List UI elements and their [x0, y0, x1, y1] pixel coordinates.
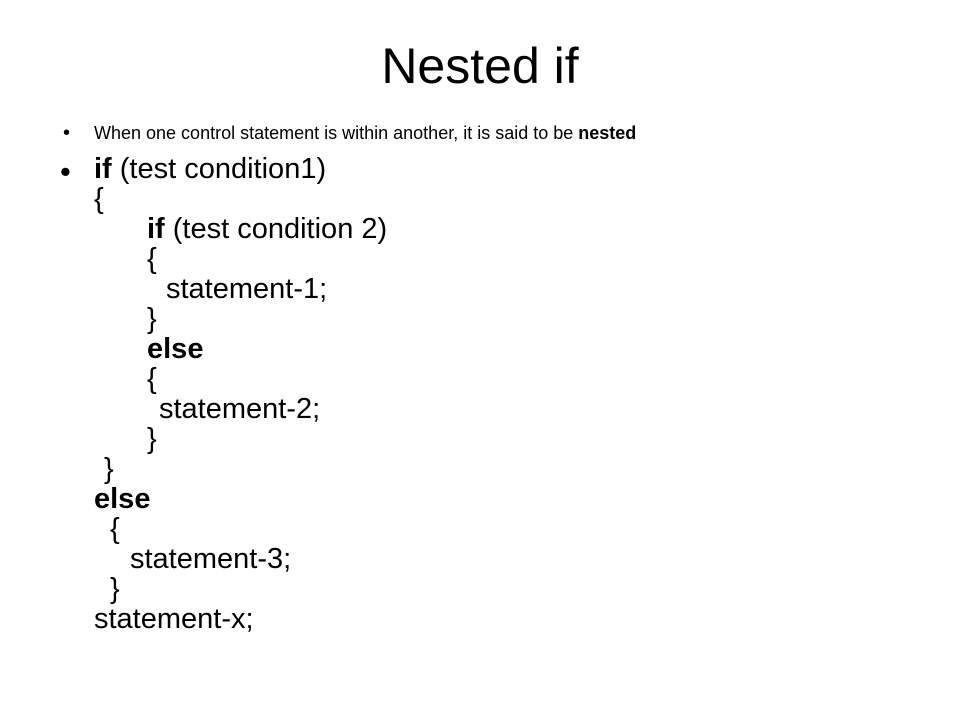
code-line-13: {	[110, 513, 120, 545]
code-line-8: {	[147, 363, 157, 395]
code-line-14: statement-3;	[130, 543, 292, 575]
code-text: (test condition 2)	[164, 213, 388, 245]
code-line-2: {	[94, 183, 104, 215]
code-line-4: {	[147, 243, 157, 275]
bullet-text-nested-definition	[94, 121, 636, 145]
code-line-1	[94, 154, 326, 184]
code-line-15: }	[110, 573, 120, 605]
bullet-text-plain: When one control statement is within another, it is said to be	[94, 123, 579, 143]
code-line-9: statement-2;	[159, 393, 321, 425]
bullet-text-bold: nested	[578, 123, 637, 143]
code-line-6: }	[147, 303, 157, 335]
keyword-if: if	[147, 213, 165, 245]
code-text: (test condition1)	[111, 153, 327, 185]
code-line-10: }	[147, 423, 157, 455]
code-line-11: }	[104, 453, 114, 485]
bullet-icon: •	[63, 122, 71, 144]
keyword-else: else	[94, 483, 151, 515]
bullet-icon: •	[60, 154, 71, 189]
code-line-16: statement-x;	[94, 603, 254, 635]
slide-title: Nested if	[381, 38, 579, 94]
code-line-12	[94, 484, 150, 514]
keyword-if: if	[94, 153, 112, 185]
code-line-7	[147, 334, 203, 364]
code-line-5: statement-1;	[166, 273, 328, 305]
code-line-3	[147, 214, 387, 244]
keyword-else: else	[147, 333, 204, 365]
